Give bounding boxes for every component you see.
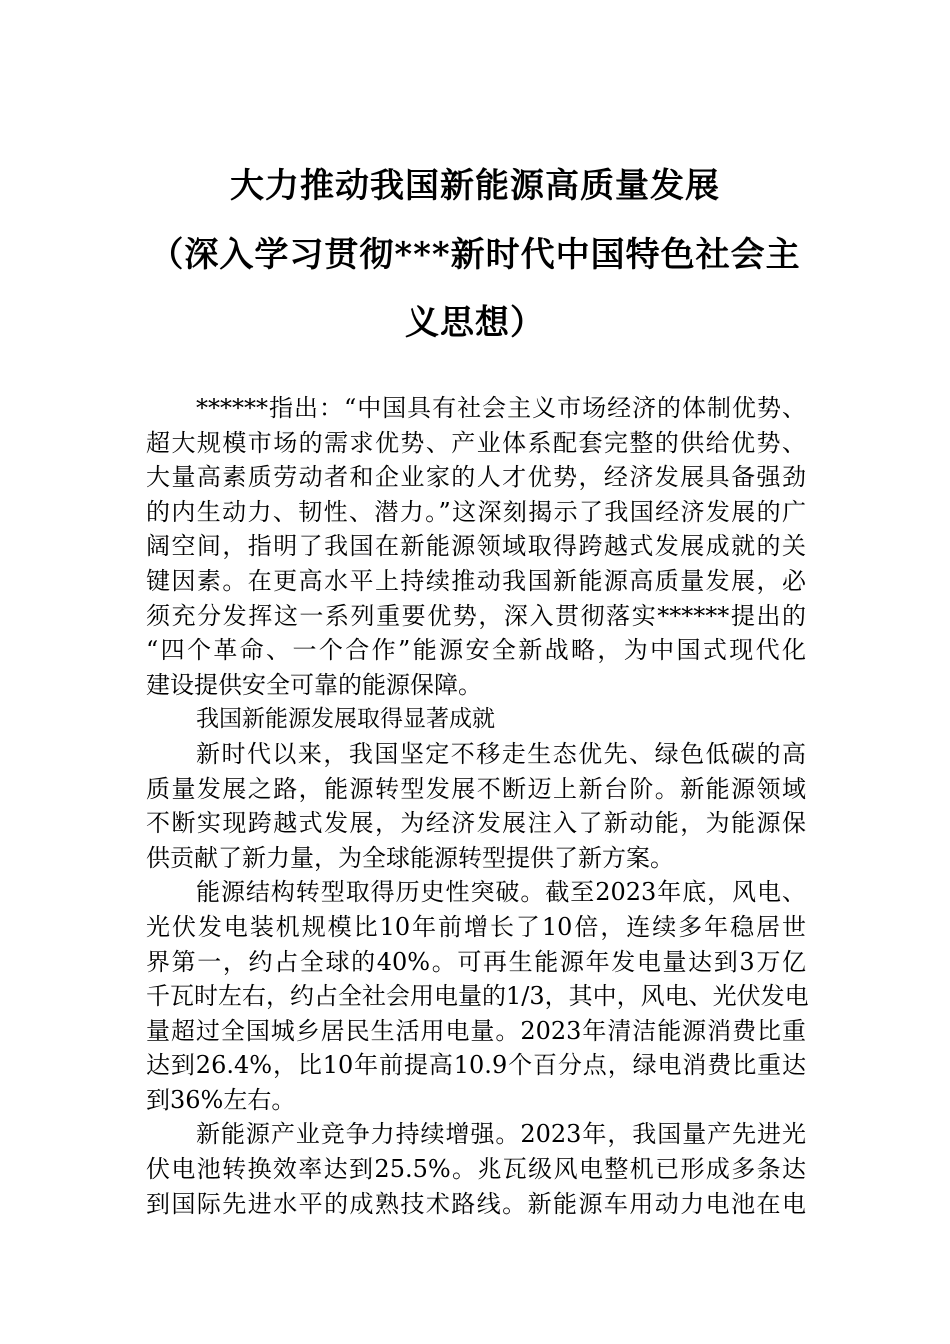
paragraph-1-line-5: 阔空间，指明了我国在新能源领域取得跨越式发展成就的关 xyxy=(146,532,806,561)
paragraph-3-line-2: 光伏发电装机规模比10年前增长了10倍，连续多年稳居世 xyxy=(146,912,806,941)
document-body xyxy=(146,391,809,1221)
paragraph-1-line-6: 键因素。在更高水平上持续推动我国新能源高质量发展，必 xyxy=(146,566,806,595)
paragraph-4-line-1: 新能源产业竞争力持续增强。2023年，我国量产先进光 xyxy=(196,1120,806,1149)
paragraph-2-line-2: 质量发展之路，能源转型发展不断迈上新台阶。新能源领域 xyxy=(146,774,806,803)
paragraph-4-line-2: 伏电池转换效率达到25.5%。兆瓦级风电整机已形成多条达 xyxy=(146,1155,806,1184)
document-title-line-1: 大力推动我国新能源高质量发展 xyxy=(230,166,720,206)
paragraph-3-line-3: 界第一，约占全球的40%。可再生能源年发电量达到3万亿 xyxy=(146,947,806,976)
paragraph-1-line-9: 建设提供安全可靠的能源保障。 xyxy=(146,670,482,699)
paragraph-1-line-2: 超大规模市场的需求优势、产业体系配套完整的供给优势、 xyxy=(146,428,806,457)
paragraph-2-line-4: 供贡献了新力量，为全球能源转型提供了新方案。 xyxy=(146,843,674,872)
document-title-line-2: （深入学习贯彻***新时代中国特色社会主 xyxy=(149,235,801,275)
paragraph-1-line-3: 大量高素质劳动者和企业家的人才优势，经济发展具备强劲 xyxy=(146,463,806,492)
paragraph-1-line-7: 须充分发挥这一系列重要优势，深入贯彻落实******提出的 xyxy=(146,601,806,630)
paragraph-2-line-3: 不断实现跨越式发展，为经济发展注入了新动能，为能源保 xyxy=(146,809,806,838)
paragraph-3-line-6: 达到26.4%，比10年前提高10.9个百分点，绿电消费比重达 xyxy=(146,1051,806,1080)
paragraph-3-line-7: 到36%左右。 xyxy=(146,1085,296,1114)
paragraph-3-line-4: 千瓦时左右，约占全社会用电量的1/3，其中，风电、光伏发电 xyxy=(146,982,809,1011)
document-title-line-3: 义思想） xyxy=(405,303,545,343)
paragraph-3-line-1: 能源结构转型取得历史性突破。截至2023年底，风电、 xyxy=(196,878,806,907)
paragraph-2-line-1: 新时代以来，我国坚定不移走生态优先、绿色低碳的高 xyxy=(196,739,806,768)
paragraph-1-line-8: “四个革命、一个合作”能源安全新战略，为中国式现代化 xyxy=(146,636,806,665)
section-heading: 我国新能源发展取得显著成就 xyxy=(196,706,495,733)
paragraph-4-line-3: 到国际先进水平的成熟技术路线。新能源车用动力电池在电 xyxy=(146,1189,806,1218)
paragraph-1-line-1: ******指出：“中国具有社会主义市场经济的体制优势、 xyxy=(196,394,806,422)
paragraph-1-line-4: 的内生动力、韧性、潜力。”这深刻揭示了我国经济发展的广 xyxy=(146,497,806,526)
paragraph-3-line-5: 量超过全国城乡居民生活用电量。2023年清洁能源消费比重 xyxy=(146,1016,806,1045)
